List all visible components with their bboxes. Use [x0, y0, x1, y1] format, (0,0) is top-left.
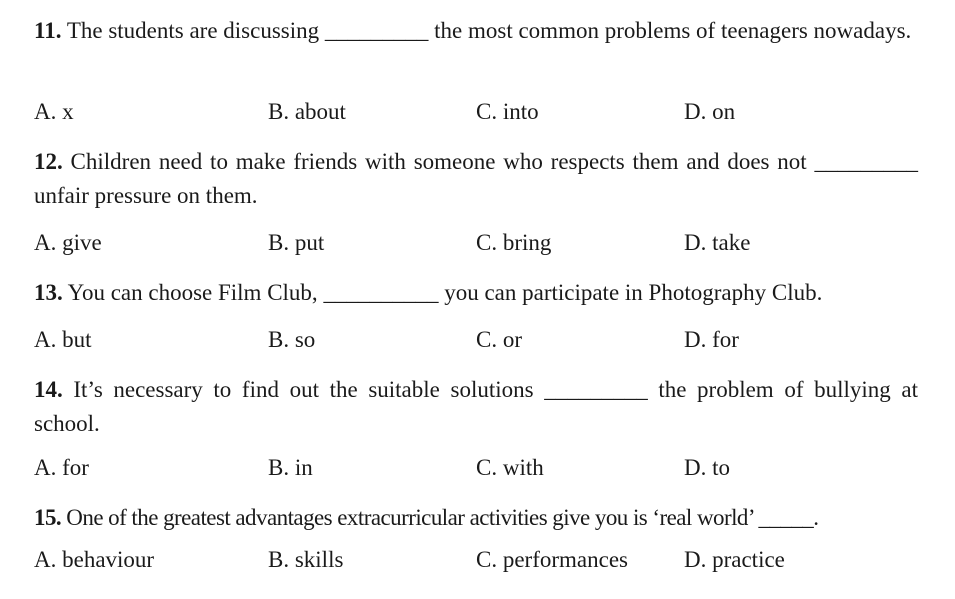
- question-text-after: you can participate in Photography Club.: [438, 280, 823, 305]
- question-text-before: It’s necessary to find out the suitable solutions: [62, 377, 545, 402]
- question-14: [34, 373, 918, 441]
- option-d: D. to: [684, 455, 730, 480]
- option-b: B. so: [268, 327, 316, 352]
- option-a: A. but: [34, 327, 92, 352]
- answer-blank: _____: [758, 505, 814, 530]
- option-d: D. practice: [684, 547, 785, 572]
- question-text-after: the most common problems of teenagers nowadays.: [428, 18, 912, 43]
- option-b: B. skills: [268, 547, 344, 572]
- question-text-after: the problem of bullying at school.: [34, 377, 918, 436]
- option-a: A. for: [34, 455, 89, 480]
- options-13: [34, 325, 918, 355]
- option-c: C. or: [476, 327, 522, 352]
- question-11: [34, 14, 918, 48]
- option-b: B. about: [268, 99, 346, 124]
- option-c: C. into: [476, 99, 539, 124]
- option-c: C. performances: [476, 547, 628, 572]
- option-c: C. bring: [476, 230, 552, 255]
- answer-blank: __________: [323, 280, 439, 305]
- answer-blank: _________: [814, 149, 918, 174]
- option-b: B. in: [268, 455, 313, 480]
- option-d: D. on: [684, 99, 736, 124]
- question-text-before: You can choose Film Club,: [62, 280, 324, 305]
- question-text-after: .: [813, 505, 819, 530]
- question-number: 11.: [34, 18, 62, 43]
- question-number: 14.: [34, 377, 63, 402]
- question-13: [34, 276, 918, 310]
- question-text-before: Children need to make friends with someone who respects them and does not: [62, 149, 815, 174]
- question-number: 13.: [34, 280, 63, 305]
- question-text-before: One of the greatest advantages extracurricular activities give you is ‘real world’: [61, 505, 759, 530]
- options-12: [34, 228, 918, 258]
- option-c: C. with: [476, 455, 544, 480]
- option-d: D. for: [684, 327, 739, 352]
- question-number: 15.: [34, 505, 62, 530]
- options-14: [34, 453, 918, 483]
- option-b: B. put: [268, 230, 325, 255]
- option-a: A. behaviour: [34, 547, 155, 572]
- question-text-before: The students are discussing: [61, 18, 325, 43]
- question-text-after: unfair pressure on them.: [34, 183, 258, 208]
- question-15: [34, 501, 918, 535]
- option-a: A. x: [34, 99, 74, 124]
- question-number: 12.: [34, 149, 63, 174]
- answer-blank: _________: [324, 18, 429, 43]
- options-11: [34, 97, 918, 127]
- question-12: [34, 145, 918, 213]
- options-15: [34, 545, 918, 575]
- answer-blank: _________: [544, 377, 648, 402]
- option-d: D. take: [684, 230, 751, 255]
- option-a: A. give: [34, 230, 102, 255]
